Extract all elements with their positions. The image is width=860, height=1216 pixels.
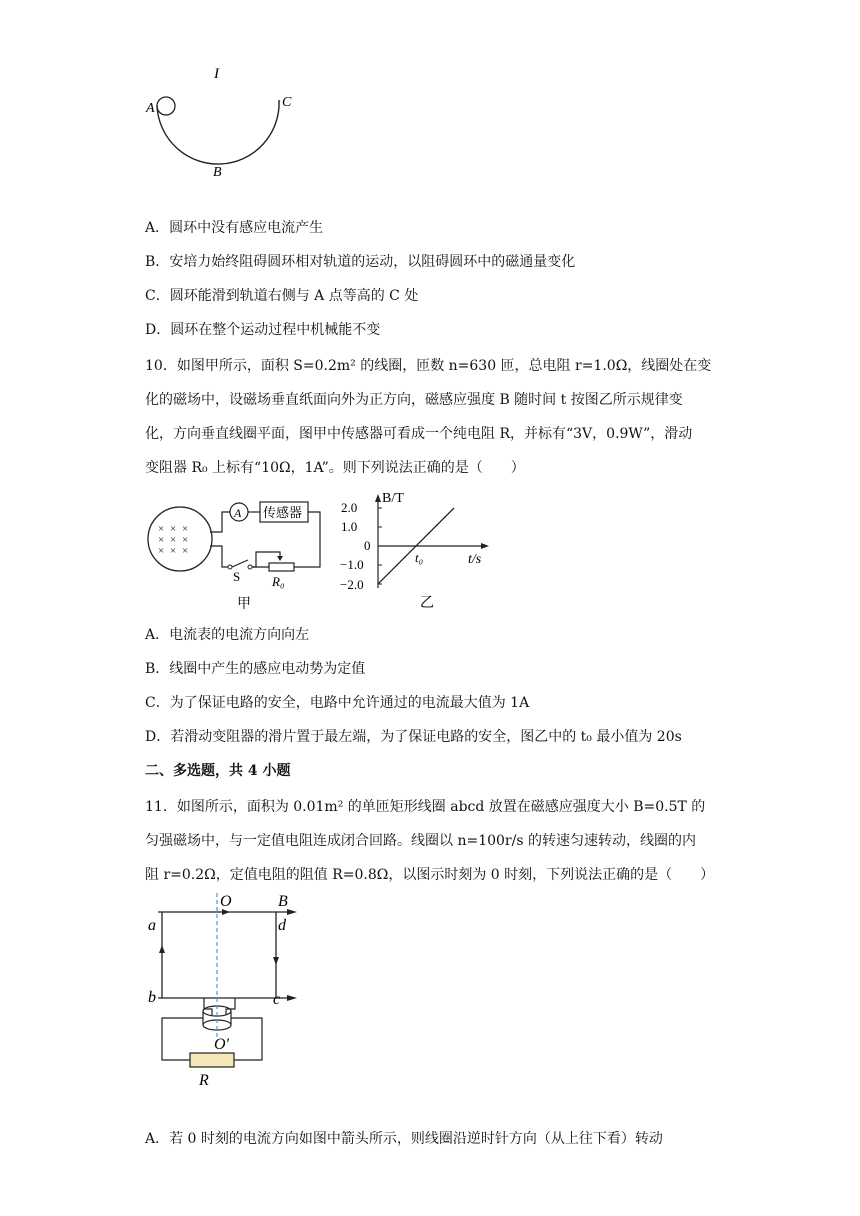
q10-line-4: 变阻器 R₀ 上标有“10Ω，1A”。则下列说法正确的是（ ）: [145, 460, 525, 476]
q11-line-3: 阻 r=0.2Ω，定值电阻的阻值 R=0.8Ω，以图示时刻为 0 时刻，下列说法正确的是（ ）: [145, 867, 715, 883]
svg-text:×: ×: [182, 545, 189, 557]
ammeter-label: A: [234, 506, 242, 520]
q10-option-d: D．若滑动变阻器的滑片置于最左端，为了保证电路的安全，图乙中的 t₀ 最小值为 20s: [145, 729, 682, 745]
label-O: O: [220, 893, 232, 910]
svg-text:×: ×: [170, 534, 177, 546]
q10-option-c: C．为了保证电路的安全，电路中允许通过的电流最大值为 1A: [145, 695, 530, 711]
q10-line-3: 化，方向垂直线圈平面，图甲中传感器可看成一个纯电阻 R，并标有“3V，0.9W”，滑动: [145, 426, 693, 442]
y-axis-label: B/T: [382, 491, 404, 506]
q10-line-2: 化的磁场中，设磁场垂直纸面向外为正方向，磁感应强度 B 随时间 t 按图乙所示规律变: [145, 392, 683, 408]
q11-option-a: A．若 0 时刻的电流方向如图中箭头所示，则线圈沿逆时针方向（从上往下看）转动: [145, 1131, 663, 1147]
svg-text:×: ×: [182, 523, 189, 535]
q9-option-d: D．圆环在整个运动过程中机械能不变: [145, 322, 381, 338]
label-R: R: [199, 1072, 209, 1089]
q9-option-a: A．圆环中没有感应电流产生: [145, 220, 324, 236]
q10-option-a: A．电流表的电流方向向左: [145, 627, 310, 643]
figure-rotating-coil: [140, 885, 310, 1090]
svg-text:×: ×: [182, 534, 189, 546]
svg-text:×: ×: [158, 534, 165, 546]
q11-line-2: 匀强磁场中，与一定值电阻连成闭合回路。线圈以 n=100r/s 的转速匀速转动，线圈的内: [145, 833, 696, 849]
q10-option-b: B．线圈中产生的感应电动势为定值: [145, 661, 366, 677]
section-heading: 二、多选题，共 4 小题: [145, 763, 291, 779]
figure-semicircle-track: [140, 60, 310, 185]
ytick-1: 1.0: [341, 519, 358, 534]
ytick-0: 0: [364, 538, 371, 553]
label-A: A: [146, 101, 155, 116]
caption-jia: 甲: [237, 597, 251, 612]
resistor-R: [190, 1053, 234, 1067]
label-c: c: [273, 991, 281, 1008]
svg-text:×: ×: [158, 545, 165, 557]
q9-option-c: C．圆环能滑到轨道右侧与 A 点等高的 C 处: [145, 288, 419, 304]
label-I: I: [214, 66, 219, 82]
x-axis-label: t/s: [468, 552, 482, 567]
label-d: d: [278, 917, 286, 934]
label-O-prime: O′: [214, 1036, 230, 1053]
switch: [232, 560, 248, 567]
figure-jia-circuit: [140, 494, 340, 614]
magnetic-field-crosses: [158, 523, 188, 557]
label-C: C: [282, 95, 292, 110]
figure-yi-graph: [340, 488, 500, 613]
sensor-label: 传感器: [263, 505, 303, 520]
switch-label: S: [233, 569, 241, 584]
ytick-m1: −1.0: [340, 557, 364, 572]
svg-text:×: ×: [170, 523, 177, 535]
label-B: B: [278, 893, 288, 910]
ring: [157, 97, 175, 115]
svg-text:×: ×: [158, 523, 165, 535]
q11-stem: [145, 790, 720, 892]
q11-line-1: 11．如图所示，面积为 0.01m² 的单匝矩形线圈 abcd 放置在磁感应强度大小 B=0.5T 的: [145, 799, 706, 815]
t0-label: t₀: [415, 550, 424, 565]
svg-text:×: ×: [170, 545, 177, 557]
q10-line-1: 10．如图甲所示，面积 S=0.2m² 的线圈，匝数 n=630 匝，总电阻 r=1.0Ω，线圈处在变: [145, 358, 712, 374]
ytick-2: 2.0: [341, 500, 358, 515]
rheostat: [269, 563, 294, 571]
caption-yi: 乙: [420, 596, 434, 611]
ytick-m2: −2.0: [340, 577, 364, 592]
rheostat-label: R₀: [272, 574, 285, 589]
label-B: B: [213, 165, 222, 180]
q10-stem: [145, 349, 720, 485]
q9-option-b: B．安培力始终阻碍圆环相对轨道的运动，以阻碍圆环中的磁通量变化: [145, 254, 576, 270]
track-arc: [157, 100, 279, 164]
label-b: b: [148, 989, 156, 1006]
label-a: a: [148, 917, 156, 934]
